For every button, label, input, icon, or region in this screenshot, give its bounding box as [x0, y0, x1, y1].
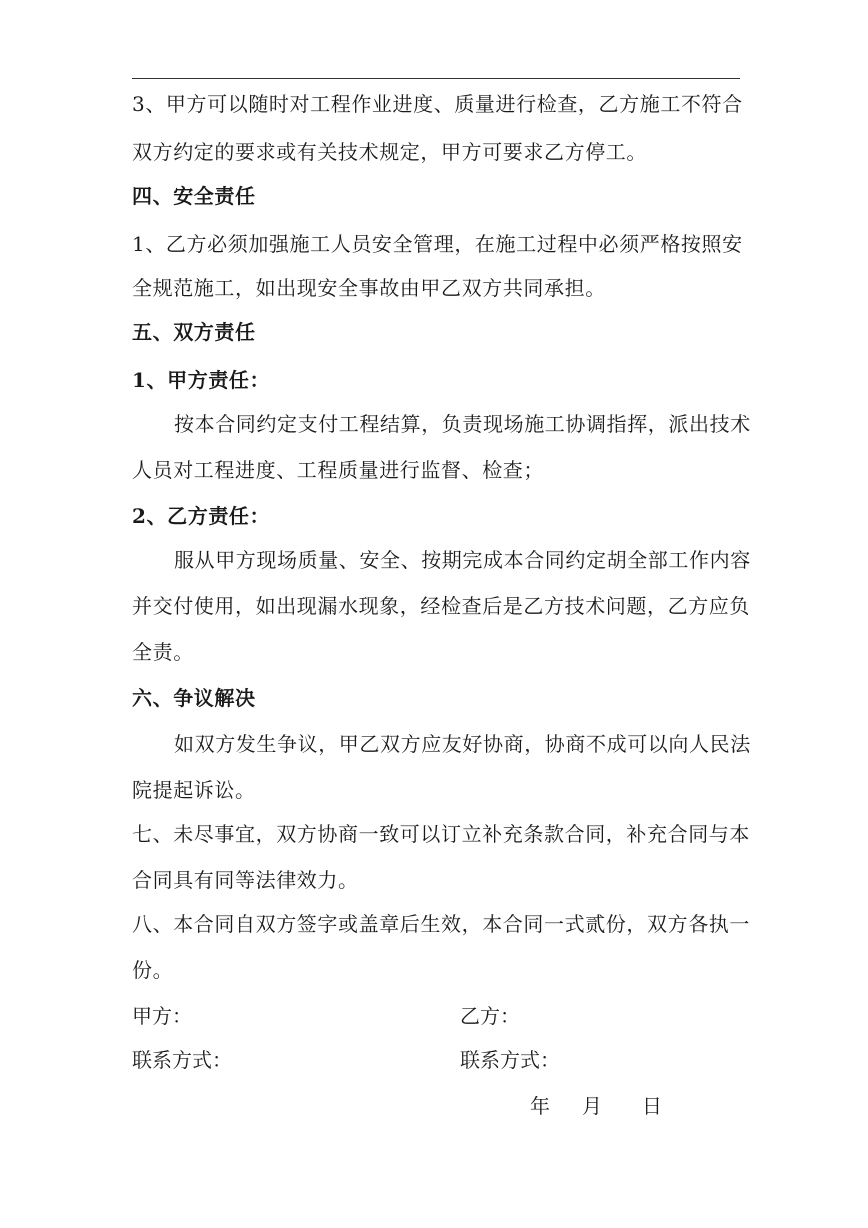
party-a-duty-heading: 1、甲方责任：	[132, 368, 271, 392]
section-6-heading: 六、争议解决	[132, 686, 256, 710]
clause-3-line-2: 双方约定的要求或有关技术规定，甲方可要求乙方停工。	[132, 140, 647, 164]
party-a-label: 甲方：	[132, 1004, 192, 1028]
clause-3-line-1: 3、甲方可以随时对工程作业进度、质量进行检查，乙方施工不符合	[132, 92, 743, 116]
party-b-contact-label: 联系方式：	[460, 1048, 560, 1072]
party-a-duty-line-1: 按本合同约定支付工程结算，负责现场施工协调指挥，派出技术	[174, 412, 751, 436]
header-rule	[132, 78, 740, 79]
clause-7-line-2: 合同具有同等法律效力。	[132, 868, 359, 892]
section-4-heading: 四、安全责任	[132, 184, 256, 208]
clause-6-line-1: 如双方发生争议，甲乙双方应友好协商，协商不成可以向人民法	[174, 732, 751, 756]
party-a-duty-line-2: 人员对工程进度、工程质量进行监督、检查；	[132, 458, 544, 482]
clause-7-line-1: 七、未尽事宜，双方协商一致可以订立补充条款合同，补充合同与本	[132, 822, 750, 846]
date-year-label: 年	[530, 1094, 550, 1118]
clause-6-line-2: 院提起诉讼。	[132, 778, 256, 802]
section-5-heading: 五、双方责任	[132, 320, 256, 344]
date-month-label: 月	[582, 1094, 602, 1118]
party-b-label: 乙方：	[460, 1004, 520, 1028]
party-b-duty-heading: 2、乙方责任：	[132, 504, 271, 528]
party-b-duty-line-2: 并交付使用，如出现漏水现象，经检查后是乙方技术问题，乙方应负	[132, 594, 750, 618]
clause-4-1-line-1: 1、乙方必须加强施工人员安全管理，在施工过程中必须严格按照安	[132, 232, 743, 256]
clause-8-line-2: 份。	[132, 958, 174, 982]
clause-8-line-1: 八、本合同自双方签字或盖章后生效，本合同一式贰份，双方各执一	[132, 912, 750, 936]
party-a-contact-label: 联系方式：	[132, 1048, 232, 1072]
party-b-duty-line-3: 全责。	[132, 640, 194, 664]
clause-4-1-line-2: 全规范施工，如出现安全事故由甲乙双方共同承担。	[132, 276, 606, 300]
party-b-duty-line-1: 服从甲方现场质量、安全、按期完成本合同约定胡全部工作内容	[174, 548, 751, 572]
date-day-label: 日	[642, 1094, 662, 1118]
